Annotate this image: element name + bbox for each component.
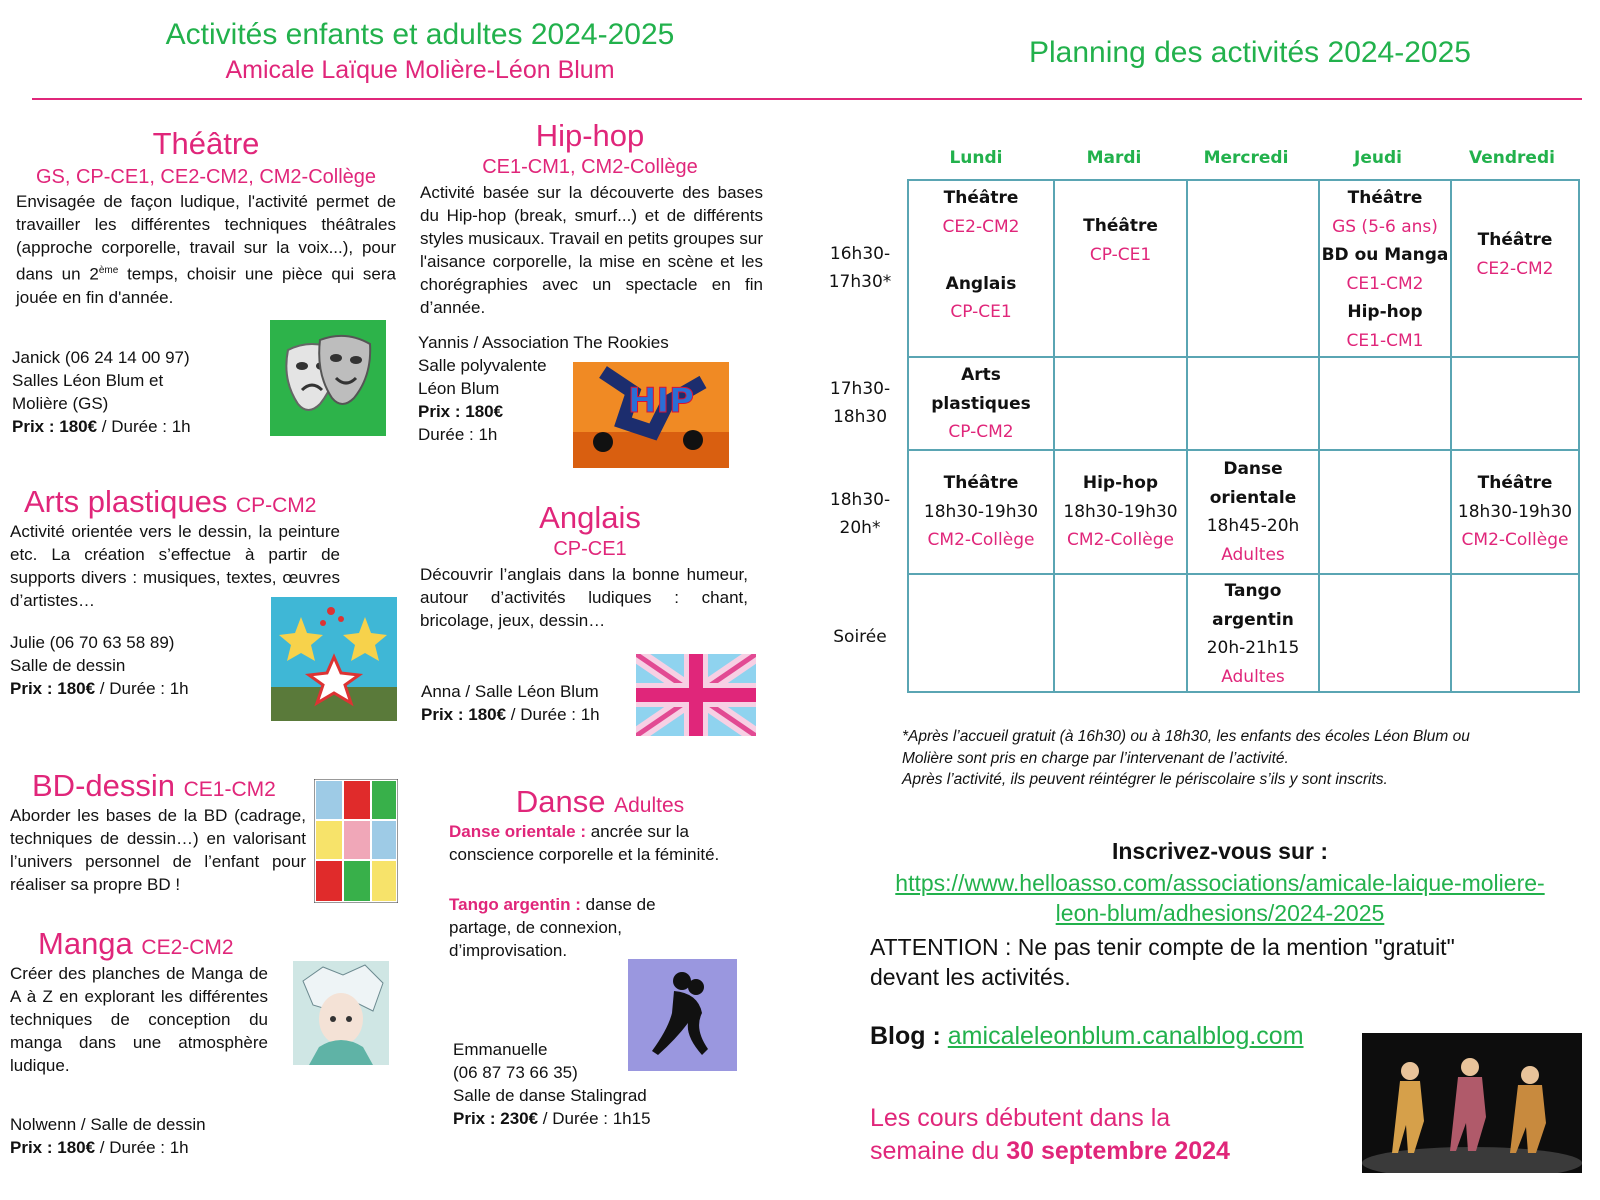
anglais-description: Découvrir l’anglais dans la bonne humeur, autour d’activités ludiques : chant, bricolage, jeux, dessin…	[420, 565, 748, 630]
cell-lundi-1: Théâtre CE2-CM2 Anglais CP-CE1	[942, 188, 1020, 322]
danse-price: Prix : 230€ / Durée : 1h15	[453, 1109, 651, 1128]
bd-description: Aborder les bases de la BD (cadrage, techniques de dessin…) en valorisant l’univers personnel de l’enfant pour réaliser sa propre BD !	[10, 806, 306, 894]
union-jack-image	[636, 654, 756, 736]
hiphop-contact: Yannis / Association The Rookies	[418, 333, 669, 352]
day-mercredi: Mercredi	[1203, 148, 1289, 168]
arts-title: Arts plastiques CP-CM2	[24, 484, 317, 519]
cell-mercredi-3: Danse orientale 18h45-20h Adultes	[1206, 459, 1300, 565]
signup-link[interactable]: https://www.helloasso.com/associations/amicale-laique-moliere- leon-blum/adhesions/2024-2025	[895, 870, 1545, 926]
schedule-grid	[907, 179, 1580, 693]
arts-contact: Julie (06 70 63 58 89)	[10, 633, 175, 652]
start-date-note: Les cours débutent dans la semaine du 30 septembre 2024	[870, 1104, 1230, 1165]
time-slot-3: 18h30- 20h*	[829, 490, 891, 538]
arts-info	[10, 631, 270, 700]
cell-jeudi-1: Théâtre GS (5-6 ans) BD ou Manga CE1-CM2 Hip-hop CE1-CM1	[1321, 188, 1449, 351]
theatre-contact: Janick (06 24 14 00 97)	[12, 348, 190, 367]
cell-vendredi-1: Théâtre CE2-CM2	[1476, 230, 1554, 279]
day-lundi: Lundi	[949, 148, 1003, 168]
hiphop-price: Prix : 180€	[418, 402, 504, 421]
anglais-title: Anglais	[539, 500, 641, 535]
signup-title: Inscrivez-vous sur :	[1111, 838, 1329, 864]
planning-title: Planning des activités 2024-2025	[1029, 36, 1471, 69]
manga-title: Manga CE2-CM2	[38, 926, 234, 961]
theatre-price: Prix : 180€ / Durée : 1h	[12, 417, 191, 436]
theatre-masks-image	[270, 320, 386, 436]
danse-orientale: Danse orientale : ancrée sur la conscience corporelle et la féminité.	[449, 822, 720, 864]
grid-line	[909, 449, 1578, 451]
hiphop-place-1: Salle polyvalente	[418, 356, 547, 375]
anglais-levels: CP-CE1	[553, 538, 627, 560]
time-slot-4: Soirée	[833, 627, 887, 647]
manga-price: Prix : 180€ / Durée : 1h	[10, 1138, 189, 1157]
manga-info	[10, 1113, 270, 1159]
manga-description: Créer des planches de Manga de A à Z en explorant les différentes techniques de conception du manga dans une atmosphère ludique.	[10, 964, 268, 1075]
hiphop-graffiti-image	[573, 362, 729, 468]
time-slot-2: 17h30- 18h30	[829, 379, 891, 427]
anglais-price: Prix : 180€ / Durée : 1h	[421, 705, 600, 724]
bd-title: BD-dessin CE1-CM2	[32, 768, 276, 803]
danse-contact: Emmanuelle	[453, 1040, 548, 1059]
anglais-contact: Anna / Salle Léon Blum	[421, 682, 599, 701]
schedule-footnote: *Après l’accueil gratuit (à 16h30) ou à 18h30, les enfants des écoles Léon Blum ou Molière sont pris en charge par l’intervenant de l’activité. Après l’activité, ils peuvent réintégrer le périscolaire s’ils y sont inscrits.	[902, 728, 1470, 788]
svg-text:HIP: HIP	[628, 381, 695, 421]
comic-strip-image	[314, 779, 398, 903]
manga-portrait-image	[293, 961, 389, 1065]
theatre-levels: GS, CP-CE1, CE2-CM2, CM2-Collège	[35, 166, 377, 188]
grid-line	[909, 573, 1578, 575]
blog-line: Blog : amicaleleonblum.canalblog.com	[870, 1022, 1304, 1050]
day-vendredi: Vendredi	[1469, 148, 1555, 168]
theatre-place-1: Salles Léon Blum et	[12, 371, 164, 390]
hiphop-description: Activité basée sur la découverte des bases du Hip-hop (break, smurf...) et de différents styles musicaux. Travail en petits groupes sur l'aisance corporelle, la mise en scène et les chorégraphies avec un spectacle en fin d’année.	[420, 183, 763, 317]
cell-mercredi-4: Tango argentin 20h-21h15 Adultes	[1206, 581, 1300, 687]
theatre-place-2: Molière (GS)	[12, 394, 109, 413]
dancers-stage-photo	[1362, 1033, 1582, 1173]
grid-line	[909, 356, 1578, 358]
arts-description: Activité orientée vers le dessin, la peinture etc. La création s’effectue à partir de supports divers : musiques, textes, œuvres d’artistes…	[10, 522, 340, 610]
hiphop-place-2: Léon Blum	[418, 379, 500, 398]
brochure-title: Activités enfants et adultes 2024-2025	[165, 18, 675, 51]
cell-lundi-2: Arts plastiques CP-CM2	[931, 365, 1031, 442]
day-jeudi: Jeudi	[1354, 148, 1402, 168]
brochure-subtitle: Amicale Laïque Molière-Léon Blum	[225, 56, 615, 84]
danse-title: Danse Adultes	[515, 784, 685, 819]
theatre-description: Envisagée de façon ludique, l'activité permet de travailler les différentes techniques théâtrales (approche corporelle, travail sur la voix...), pour dans un 2ème temps, choisir une pièce qui sera jouée en fin d'année.	[16, 192, 396, 307]
painting-image	[271, 597, 397, 721]
blog-link[interactable]: amicaleleonblum.canalblog.com	[947, 1022, 1304, 1050]
header-divider	[32, 98, 1582, 100]
hiphop-duration: Durée : 1h	[418, 425, 498, 444]
cell-vendredi-3: Théâtre 18h30-19h30 CM2-Collège	[1457, 473, 1573, 550]
theatre-info	[12, 346, 252, 438]
hiphop-title: Hip-hop	[535, 118, 645, 153]
cell-mardi-1: Théâtre CP-CE1	[1083, 216, 1158, 265]
danse-tango: Tango argentin : danse de partage, de connexion, d’improvisation.	[449, 895, 656, 960]
day-mardi: Mardi	[1086, 148, 1142, 168]
danse-place: Salle de danse Stalingrad	[453, 1086, 647, 1105]
manga-contact: Nolwenn / Salle de dessin	[10, 1115, 206, 1134]
cell-lundi-3: Théâtre 18h30-19h30 CM2-Collège	[923, 473, 1039, 550]
tango-dancers-image	[628, 959, 737, 1071]
arts-place: Salle de dessin	[10, 656, 126, 675]
danse-phone: (06 87 73 66 35)	[453, 1063, 578, 1082]
theatre-title: Théâtre	[152, 126, 260, 161]
attention-note: ATTENTION : Ne pas tenir compte de la mention "gratuit" devant les activités.	[870, 934, 1455, 990]
arts-price: Prix : 180€ / Durée : 1h	[10, 679, 189, 698]
time-slot-1: 16h30- 17h30*	[828, 244, 892, 292]
cell-mardi-3: Hip-hop 18h30-19h30 CM2-Collège	[1063, 473, 1178, 550]
hiphop-levels: CE1-CM1, CM2-Collège	[482, 156, 698, 178]
